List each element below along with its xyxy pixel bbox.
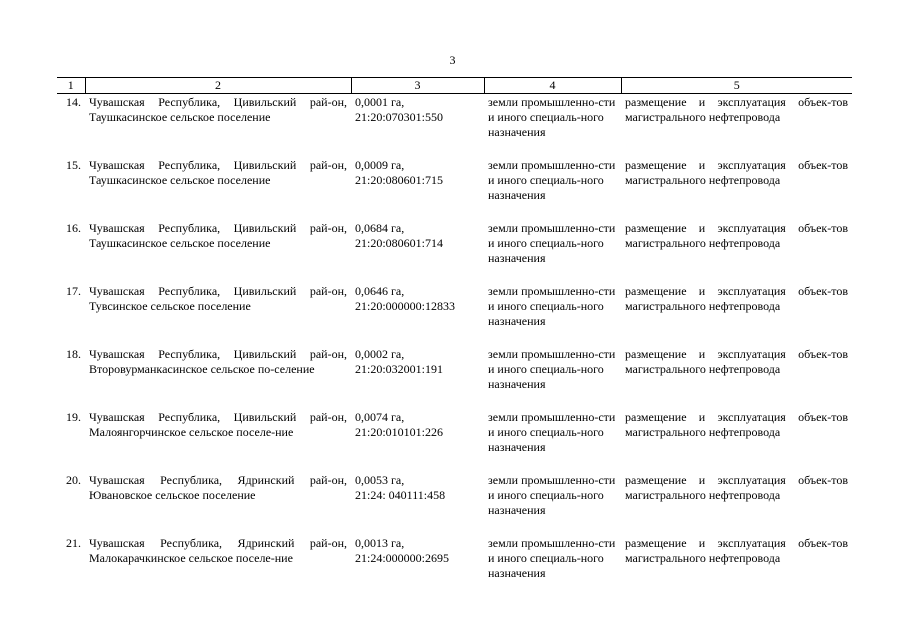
cadastral-number: 21:20:080601:714 [355, 236, 444, 250]
land-category: земли промышленно-сти и иного специаль-ного назначения [488, 221, 616, 265]
table-row [57, 283, 852, 346]
table-row [57, 535, 852, 598]
plot-area: 0,0684 га, [355, 221, 405, 235]
plot-area: 0,0009 га, [355, 158, 405, 172]
permitted-use: размещение и эксплуатация объек-тов магистрального нефтепровода [625, 536, 848, 565]
permitted-use: размещение и эксплуатация объек-тов магистрального нефтепровода [625, 95, 848, 124]
plot-area: 0,0013 га, [355, 536, 405, 550]
row-number: 21. [66, 536, 81, 550]
column-header-4: 4 [484, 78, 621, 94]
cadastral-number: 21:20:032001:191 [355, 362, 444, 376]
plot-area: 0,0646 га, [355, 284, 405, 298]
plot-area: 0,0002 га, [355, 347, 405, 361]
row-number: 19. [66, 410, 81, 424]
permitted-use: размещение и эксплуатация объек-тов магистрального нефтепровода [625, 473, 848, 502]
plot-area-cadastral [351, 220, 484, 283]
land-category: земли промышленно-сти и иного специаль-ного назначения [488, 95, 616, 139]
plot-location: Чувашская Республика, Цивильский рай-он, Малоянгорчинское сельское поселе-ние [89, 410, 347, 439]
row-number: 15. [66, 158, 81, 172]
column-header-2: 2 [85, 78, 351, 94]
column-header-1: 1 [57, 78, 85, 94]
table-row [57, 220, 852, 283]
page-number: 3 [449, 53, 456, 67]
land-plots-table [57, 77, 852, 598]
permitted-use: размещение и эксплуатация объек-тов магистрального нефтепровода [625, 347, 848, 376]
plot-location: Чувашская Республика, Цивильский рай-он, Тувсинское сельское поселение [89, 284, 347, 313]
land-category: земли промышленно-сти и иного специаль-ного назначения [488, 473, 616, 517]
plot-area-cadastral [351, 535, 484, 598]
table-header-row [57, 78, 852, 94]
permitted-use: размещение и эксплуатация объек-тов магистрального нефтепровода [625, 158, 848, 187]
table-row [57, 157, 852, 220]
table-row [57, 472, 852, 535]
land-category: земли промышленно-сти и иного специаль-ного назначения [488, 347, 616, 391]
row-number: 20. [66, 473, 81, 487]
land-category: земли промышленно-сти и иного специаль-ного назначения [488, 410, 616, 454]
plot-location: Чувашская Республика, Ядринский рай-он, Ювановское сельское поселение [89, 473, 347, 502]
plot-area-cadastral [351, 346, 484, 409]
plot-area-cadastral [351, 94, 484, 158]
table-row [57, 346, 852, 409]
permitted-use: размещение и эксплуатация объек-тов магистрального нефтепровода [625, 284, 848, 313]
row-number: 14. [66, 95, 81, 109]
cadastral-number: 21:20:000000:12833 [355, 299, 456, 313]
row-number: 17. [66, 284, 81, 298]
row-number: 18. [66, 347, 81, 361]
plot-area: 0,0001 га, [355, 95, 405, 109]
cadastral-number: 21:24:000000:2695 [355, 551, 450, 565]
cadastral-number: 21:20:080601:715 [355, 173, 444, 187]
plot-area-cadastral [351, 409, 484, 472]
table-row [57, 409, 852, 472]
plot-location: Чувашская Республика, Цивильский рай-он, Таушкасинское сельское поселение [89, 221, 347, 250]
plot-location: Чувашская Республика, Ядринский рай-он, Малокарачкинское сельское поселе-ние [89, 536, 347, 565]
cadastral-number: 21:20:010101:226 [355, 425, 444, 439]
column-header-3: 3 [351, 78, 484, 94]
land-category: земли промышленно-сти и иного специаль-ного назначения [488, 158, 616, 202]
permitted-use: размещение и эксплуатация объек-тов магистрального нефтепровода [625, 410, 848, 439]
plot-area: 0,0053 га, [355, 473, 405, 487]
land-category: земли промышленно-сти и иного специаль-ного назначения [488, 284, 616, 328]
land-category: земли промышленно-сти и иного специаль-ного назначения [488, 536, 616, 580]
plot-area-cadastral [351, 283, 484, 346]
plot-area-cadastral [351, 472, 484, 535]
plot-location: Чувашская Республика, Цивильский рай-он, Таушкасинское сельское поселение [89, 158, 347, 187]
permitted-use: размещение и эксплуатация объек-тов магистрального нефтепровода [625, 221, 848, 250]
row-number: 16. [66, 221, 81, 235]
table-row [57, 94, 852, 158]
column-header-5: 5 [621, 78, 852, 94]
plot-area: 0,0074 га, [355, 410, 405, 424]
plot-location: Чувашская Республика, Цивильский рай-он, Таушкасинское сельское поселение [89, 95, 347, 124]
plot-location: Чувашская Республика, Цивильский рай-он, Второвурманкасинское сельское по-селение [89, 347, 347, 376]
cadastral-number: 21:20:070301:550 [355, 110, 444, 124]
cadastral-number: 21:24: 040111:458 [355, 488, 446, 502]
plot-area-cadastral [351, 157, 484, 220]
